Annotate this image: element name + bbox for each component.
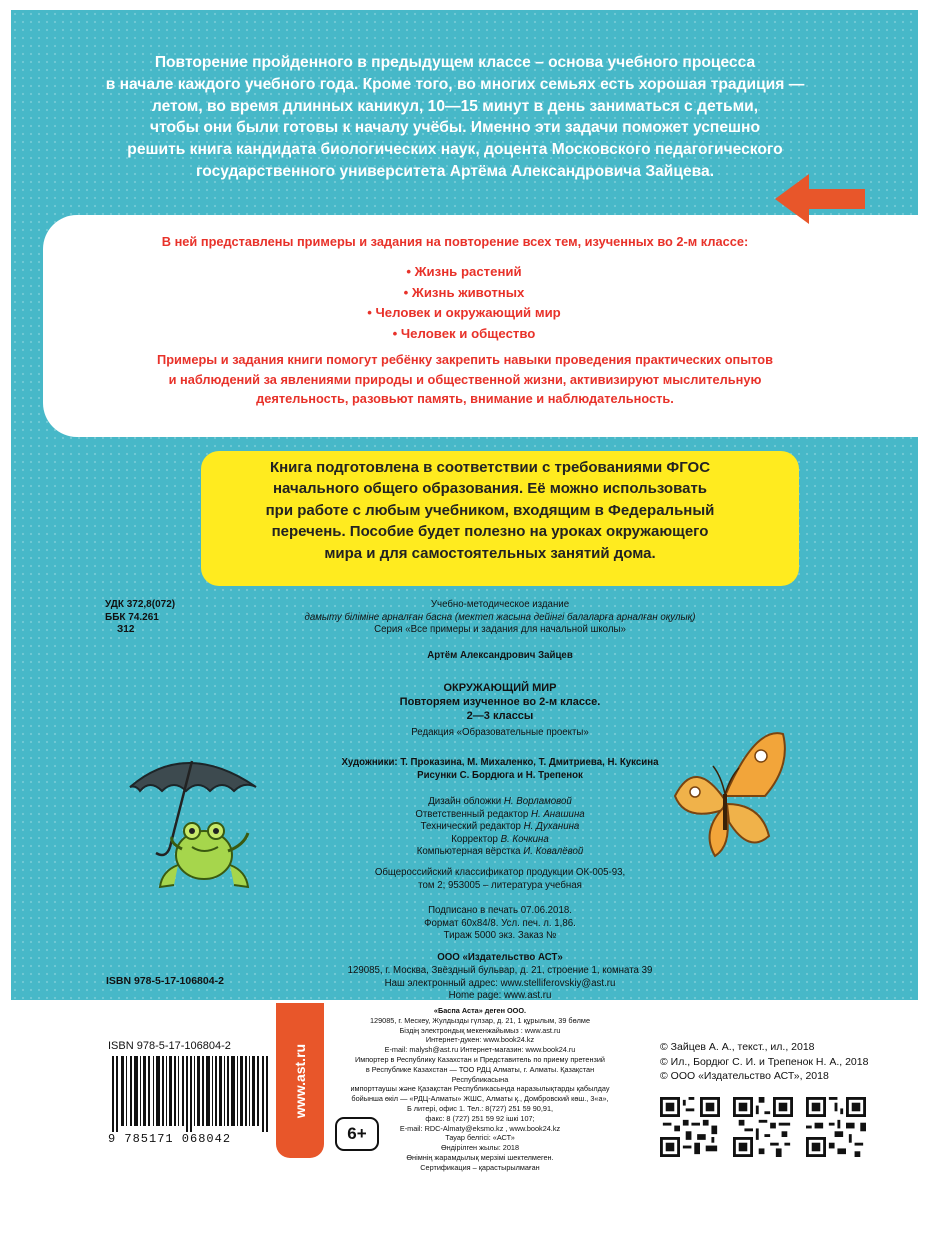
kz-line: 129085, г. Мескеу, Жулдызды гүлзар, д. 21, 1 құрылым, 39 бөлме bbox=[369, 1015, 591, 1025]
print-details bbox=[250, 905, 750, 943]
book-subtitle: Повторяем изученное во 2-м классе. bbox=[399, 696, 601, 708]
book-title-block bbox=[250, 681, 750, 723]
kz-line: E-mail: malysh@ast.ru Интернет-магазин: www.book24.ru bbox=[384, 1045, 576, 1055]
kz-line: Б литері, офис 1. Тел.: 8(727) 251 59 90,91, bbox=[406, 1103, 554, 1113]
kz-line: Интернет-дукен: www.book24.kz bbox=[425, 1035, 535, 1045]
series: Серия «Все примеры и задания для начальной школы» bbox=[374, 624, 626, 636]
imprint-header bbox=[250, 599, 750, 637]
print-line: Подписано в печать 07.06.2018. bbox=[428, 905, 572, 916]
credit-line: Ответственный редактор Н. Анашина bbox=[415, 808, 585, 820]
edition-type: Учебно-методическое издание bbox=[430, 599, 570, 610]
intro-line: в начале каждого учебного года. Кроме того, во многих семьях есть хорошая традиция — bbox=[105, 75, 805, 93]
kz-line: в Республике Казахстан — ТОО РДЦ Алматы, г. Алматы. Қазақстан Республикасына bbox=[365, 1064, 595, 1084]
book-title: ОКРУЖАЮЩИЙ МИР bbox=[443, 682, 557, 694]
drawings: Рисунки С. Бордюга и Н. Трепенок bbox=[417, 769, 583, 781]
topic-item: • Жизнь животных bbox=[403, 284, 525, 300]
intro-text bbox=[60, 52, 850, 183]
outro-line: и наблюдений за явлениями природы и общественной жизни, активизируют мыслительную bbox=[168, 371, 762, 387]
intro-line: Повторение пройденного в предыдущем классе – основа учебного процесса bbox=[154, 54, 756, 71]
arrow-left-icon bbox=[775, 172, 865, 226]
classifier bbox=[250, 867, 750, 892]
isbn-text: ISBN 978-5-17-106804-2 bbox=[106, 975, 224, 987]
intro-line: чтобы они были готовы к началу учёбы. Именно эти задачи поможет успешно bbox=[150, 119, 760, 137]
edition-type-kz: дамыту білiмiне арналған басна (мектеп жасына дейiнгi балаларға арналған оқулық) bbox=[304, 611, 696, 623]
kz-line: Өндірілген жылы: 2018 bbox=[440, 1143, 520, 1153]
address-line: 129085, г. Москва, Звёздный бульвар, д. 21, строение 1, комната 39 bbox=[347, 965, 653, 976]
kz-line: Тауар белгісі: «АСТ» bbox=[445, 1133, 515, 1143]
qr-code-icon[interactable] bbox=[660, 1097, 720, 1157]
kz-line: бойынша өкіл — «РДЦ-Алматы» ЖШС, Алматы қ., Домбровский көш., 3«а», bbox=[351, 1094, 609, 1104]
qr-code-icon[interactable] bbox=[806, 1097, 866, 1157]
kz-line: импорттаушы және Қазақстан Республикасында наразылықтарды қабылдау bbox=[350, 1084, 610, 1094]
qr-code-icon[interactable] bbox=[733, 1097, 793, 1157]
intro-line: государственного университета Артёма Александровича Зайцева. bbox=[195, 162, 715, 180]
fgos-text bbox=[200, 457, 780, 564]
topic-item: • Человек и окружающий мир bbox=[367, 305, 561, 320]
copyright-line: © Зайцев А. А., текст., ил., 2018 bbox=[660, 1041, 815, 1053]
print-line: Тираж 5000 экз. Заказ № bbox=[443, 930, 557, 942]
fgos-line: мира и для самостоятельных занятий дома. bbox=[324, 544, 656, 562]
kz-line: Өнімнің жарамдылық мерзімі шектелмеген. bbox=[406, 1152, 554, 1162]
kz-line: факс: 8 (727) 251 59 92 ішкі 107; bbox=[425, 1113, 535, 1123]
credit-line: Технический редактор Н. Духанина bbox=[420, 821, 580, 833]
topics-outro bbox=[80, 350, 850, 409]
intro-line: решить книга кандидата биологических наук, доцента Московского педагогического bbox=[127, 141, 783, 159]
ast-url-text: www.ast.ru bbox=[292, 1043, 309, 1118]
barcode-isbn: ISBN 978-5-17-106804-2 bbox=[108, 1040, 231, 1052]
frog-umbrella-illustration bbox=[126, 747, 266, 897]
age-rating-badge: 6+ bbox=[335, 1117, 379, 1151]
barcode-block bbox=[108, 1040, 274, 1152]
author-mark: З12 bbox=[117, 624, 135, 635]
kz-line: Сертификация – қарастырылмаған bbox=[420, 1162, 540, 1172]
classifier-line: Общероссийский классификатор продукции ОК-005-93, bbox=[374, 867, 626, 878]
outro-line: деятельность, разовьют память, внимание и наблюдательность. bbox=[256, 391, 674, 406]
kz-line: «Баспа Аста» деген ООО. bbox=[433, 1006, 527, 1015]
topics-intro: В ней представлены примеры и задания на повторение всех тем, изученных во 2-м классе: bbox=[161, 234, 749, 249]
copyrights bbox=[660, 1040, 868, 1084]
topic-item: • Жизнь растений bbox=[406, 264, 522, 279]
topic-list bbox=[0, 262, 928, 344]
artists: Художники: Т. Проказина, М. Михаленко, Т. Дмитриева, Н. Куксина bbox=[341, 757, 659, 768]
ast-url-link[interactable] bbox=[276, 1003, 324, 1158]
address-line: Наш электронный адрес: www.stelliferovskiy@ast.ru bbox=[384, 977, 616, 989]
butterfly-illustration bbox=[665, 726, 795, 866]
credit-line: Компьютерная вёрстка И. Ковалёвой bbox=[416, 846, 584, 858]
classifier-line: том 2; 953005 – литература учебная bbox=[418, 879, 582, 891]
topic-item: • Человек и общество bbox=[392, 325, 536, 341]
copyright-line: © Ил., Бордюг С. И. и Трепенок Н. А., 2018 bbox=[660, 1055, 869, 1068]
intro-line: летом, во время длинных каникул, 10—15 минут в день заниматься с детьми, bbox=[151, 97, 759, 115]
print-line: Формат 60х84/8. Усл. печ. л. 1,86. bbox=[424, 917, 576, 929]
kz-line: Біздің электрондық мекенжайымыз : www.ast.ru bbox=[399, 1025, 561, 1035]
kz-imprint bbox=[340, 1006, 620, 1173]
barcode-icon bbox=[112, 1056, 272, 1132]
kz-line: E-mail: RDC-Almaty@eksmo.kz , www.book24.kz bbox=[399, 1123, 561, 1133]
kz-line: Импортер в Республику Казахстан и Представитель по приему претензий bbox=[354, 1054, 606, 1064]
credit-line: Корректор В. Кочкина bbox=[451, 833, 549, 845]
barcode-digits: 9 785171 068042 bbox=[108, 1132, 232, 1146]
redaction: Редакция «Образовательные проекты» bbox=[411, 727, 589, 738]
publisher-address bbox=[250, 965, 750, 1003]
fgos-line: Книга подготовлена в соответствии с требованиями ФГОС bbox=[269, 459, 711, 476]
copyright-line: © ООО «Издательство АСТ», 2018 bbox=[660, 1070, 829, 1082]
address-line: Home page: www.ast.ru bbox=[448, 990, 552, 1002]
credit-line: Дизайн обложки Н. Ворламовой bbox=[428, 796, 572, 807]
fgos-line: перечень. Пособие будет полезно на уроках окружающего bbox=[271, 523, 709, 541]
bbk-code: ББК 74.261 bbox=[105, 611, 159, 623]
fgos-line: начального общего образования. Её можно использовать bbox=[272, 480, 708, 498]
fgos-line: при работе с любым учебником, входящим в Федеральный bbox=[265, 501, 715, 519]
udk-code: УДК 372,8(072) bbox=[105, 599, 176, 610]
author-name: Артём Александрович Зайцев bbox=[427, 650, 573, 661]
outro-line: Примеры и задания книги помогут ребёнку закрепить навыки проведения практических опытов bbox=[157, 352, 773, 367]
classification-codes bbox=[105, 599, 175, 637]
book-grades: 2—3 классы bbox=[466, 710, 534, 722]
publisher: ООО «Издательство АСТ» bbox=[437, 952, 563, 963]
